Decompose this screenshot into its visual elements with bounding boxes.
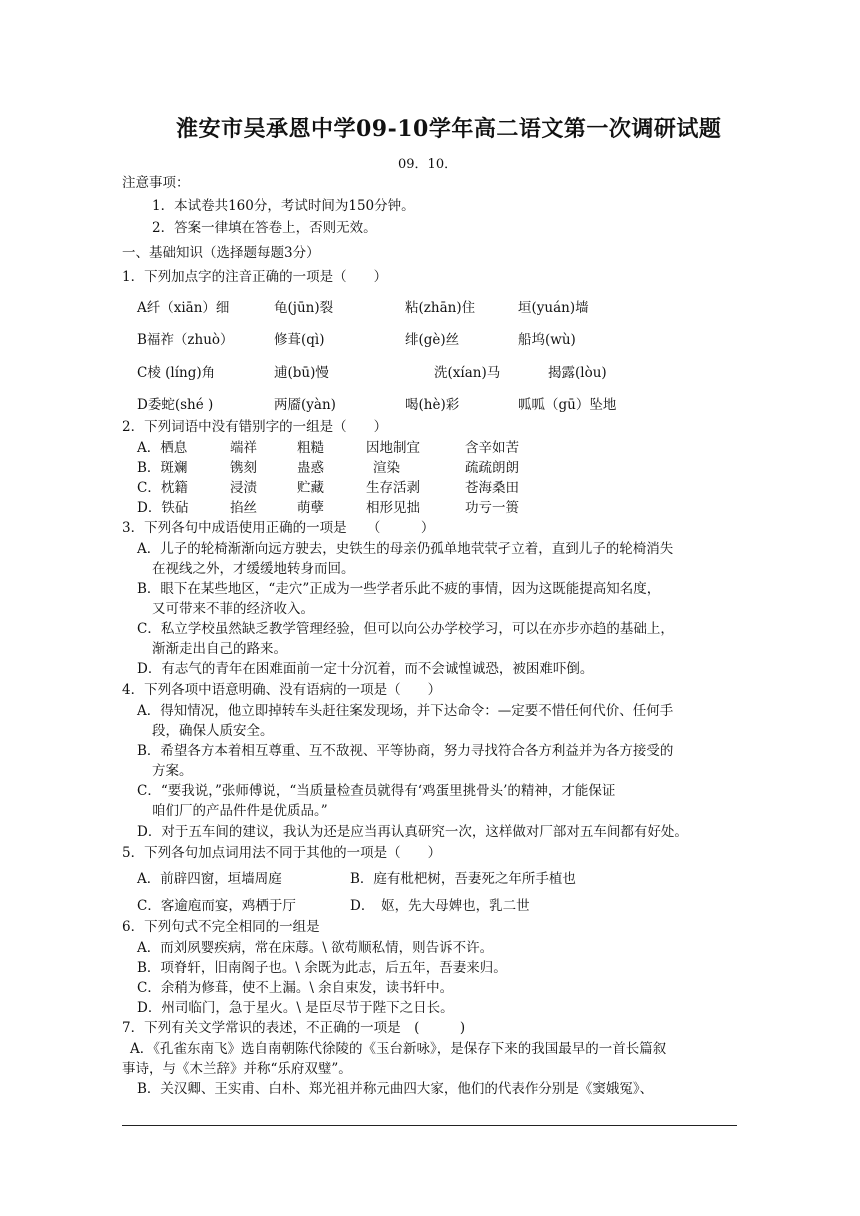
option-line: C．“要我说，”张师傅说，“当质量检查员就得有‘鸡蛋里挑骨头’的精神，才能保证 [137,783,616,799]
option-cell: 苍海桑田 [465,480,519,496]
option-line: B．眼下在某些地区，“走穴”正成为一些学者乐此不疲的事情，因为这既能提高知名度， [137,581,661,597]
section-heading: 一、基础知识（选择题每题3分） [122,245,320,261]
option-cell: D委蛇(shé ) [137,397,214,413]
option-line: C．余稍为修葺，使不上漏。\ 余自束发，读书轩中。 [137,980,454,996]
option-cell: 呱呱（gū）坠地 [518,397,617,413]
option-cell: 蛊惑 [297,460,324,476]
option-line: A．得知情况，他立即掉转车头赶往案发现场，并下达命令：—定要不惜任何代价、任何手 [137,703,674,719]
option-cell: B福祚（zhuò） [137,332,234,348]
option-line: A．《孔雀东南飞》选自南朝陈代徐陵的《玉台新咏》，是保存下来的我国最早的一首长篇叙 [130,1041,667,1057]
option-cell: 镌刻 [230,460,257,476]
option-line: A．而刘夙婴疾病，常在床蓐。\ 欲苟顺私情，则告诉不许。 [137,940,494,956]
option-cell: 贮藏 [297,480,324,496]
option-cell: A．栖息 [137,440,188,456]
option-cell: D． 妪，先大母婢也，乳二世 [350,898,530,914]
question-stem: 6．下列句式不完全相同的一组是 [122,919,320,935]
option-cell: A．前辟四窗，垣墙周庭 [137,871,282,887]
option-line: B．希望各方本着相互尊重、互不敌视、平等协商，努力寻找符合各方利益并为各方接受的 [137,743,674,759]
option-cell: 生存活剥 [366,480,420,496]
notice-item: 2．答案一律填在答卷上，否则无效。 [152,220,377,236]
option-line: C．私立学校虽然缺乏教学管理经验，但可以向公办学校学习，可以在亦步亦趋的基础上， [137,621,674,637]
option-cell: B．庭有枇杷树，吾妻死之年所手植也 [350,871,576,887]
option-line: 在视线之外，才缓缓地转身而回。 [152,561,355,577]
page-title: 淮安市吴承恩中学09-10学年高二语文第一次调研试题 [176,116,722,142]
option-cell: C棱 (líng)角 [137,365,216,381]
option-cell: 揭露(lòu) [548,365,607,381]
option-line: B．关汉卿、王实甫、白朴、郑光祖并称元曲四大家，他们的代表作分别是《窦娥冤》、 [137,1081,654,1097]
option-cell: B．斑斓 [137,460,188,476]
option-cell: 喝(hè)彩 [405,397,460,413]
exam-date: 09．10． [398,157,458,172]
option-cell: A纤（xiān）细 [137,300,230,316]
question-stem: 3．下列各句中成语使用正确的一项是 （ ） [122,520,435,536]
option-cell: 掐丝 [230,500,257,516]
option-cell: 相形见拙 [366,500,420,516]
footer-divider [122,1125,737,1126]
option-cell: 绯(gè)丝 [405,332,460,348]
option-line: D．对于五车间的建议，我认为还是应当再认真研究一次，这样做对厂部对五车间都有好处。 [137,824,688,840]
notice-heading: 注意事项： [122,175,190,191]
option-cell: 疏疏朗朗 [465,460,519,476]
question-stem: 4．下列各项中语意明确、没有语病的一项是（ ） [122,682,442,698]
option-cell: 含辛如苦 [465,440,519,456]
option-cell: 逋(bū)慢 [274,365,329,381]
question-stem: 2．下列词语中没有错别字的一组是（ ） [122,419,388,435]
option-line: 咱们厂的产品件件是优质品。” [152,803,328,819]
option-cell: 粘(zhān)住 [405,300,476,316]
option-line: 事诗，与《木兰辞》并称“乐府双璧”。 [122,1061,352,1077]
option-cell: 两靥(yàn) [274,397,336,413]
option-cell: 粗糙 [297,440,324,456]
question-stem: 1．下列加点字的注音正确的一项是（ ） [122,269,388,285]
option-cell: 功亏一篑 [465,500,519,516]
option-cell: D．铁砧 [137,500,189,516]
option-line: 方案。 [152,763,193,779]
option-line: B．项脊轩，旧南阁子也。\ 余既为此志，后五年，吾妻来归。 [137,960,507,976]
question-stem: 7．下列有关文学常识的表述，不正确的一项是 ( ) [122,1020,466,1036]
option-cell: C．客逾庖而宴，鸡栖于厅 [137,898,296,914]
option-line: 渐渐走出自己的路来。 [152,641,287,657]
option-cell: 垣(yuán)墙 [518,300,589,316]
option-line: D．州司临门，急于星火。\ 是臣尽节于陛下之日长。 [137,1000,454,1016]
question-stem: 5．下列各句加点词用法不同于其他的一项是（ ） [122,845,442,861]
option-line: A．儿子的轮椅渐渐向远方驶去，史铁生的母亲仍孤单地茕茕孑立着，直到儿子的轮椅消失 [137,541,674,557]
option-line: 又可带来不菲的经济收入。 [152,601,314,617]
option-cell: 修葺(qì) [274,332,325,348]
option-cell: 浸渍 [230,480,257,496]
option-cell: 端祥 [230,440,257,456]
option-cell: 洗(xían)马 [434,365,501,381]
option-cell: 渲染 [373,460,400,476]
option-line: D．有志气的青年在困难面前一定十分沉着，而不会诚惶诚恐，被困难吓倒。 [137,661,594,677]
option-cell: 因地制宜 [366,440,420,456]
option-cell: C．枕籍 [137,480,188,496]
option-cell: 龟(jūn)裂 [274,300,334,316]
option-line: 段，确保人质安全。 [152,723,274,739]
option-cell: 萌孽 [297,500,324,516]
notice-item: 1．本试卷共160分，考试时间为150分钟。 [152,198,415,214]
option-cell: 船坞(wù) [518,332,576,348]
